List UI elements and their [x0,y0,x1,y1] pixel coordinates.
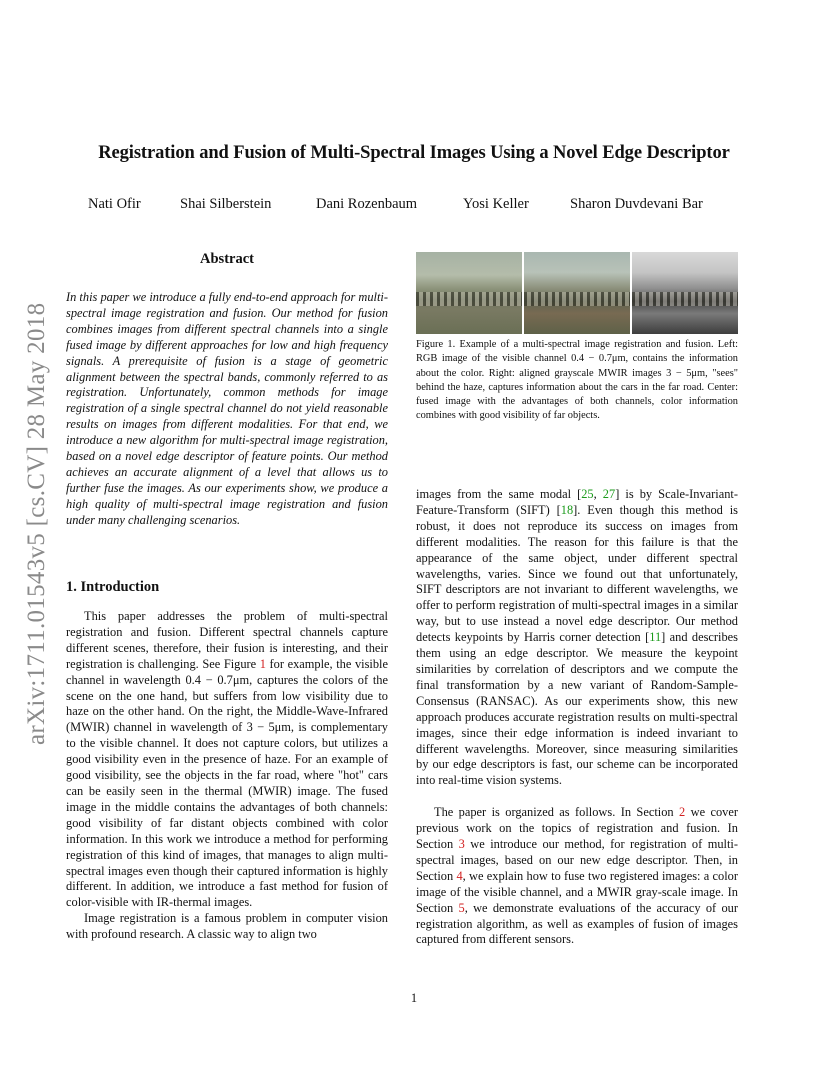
fused-image [524,252,630,334]
figure-caption: Figure 1. Example of a multi-spectral image registration and fusion. Left: RGB image of the visible channel 0.4 − 0.7μm, contains the information about the color. Right: aligned grayscale MWIR images 3 − 5μm, "sees" behind the haze, captures information about the cars in the far road. Center: fused image with the advantages of both channels, color information combines with good visibility of far objects. [416,339,738,422]
right-column-text [416,487,738,948]
author-name: Yosi Keller [463,196,529,212]
abstract-heading: Abstract [200,251,254,267]
mwir-grayscale-image [632,252,738,334]
arxiv-identifier: arXiv:1711.01543v5 [cs.CV] 28 May 2018 [23,302,50,745]
figure-reference-link[interactable]: 1 [259,656,266,671]
intro-paragraph: This paper addresses the problem of multi-spectral registration and fusion. Different spectral channels capture different scenes, therefore, their fusion is interesting, and their registration is challenging. See Figure 1 for example, the visible channel in wavelength 0.4 − 0.7μm, captures the colors of the scene on the one hand, but suffers from low visibility due to haze on the other hand. On the right, the Middle-Wave-Infrared (MWIR) channel in wavelength of 3 − 5μm, is complementary to the visible channel. It does not capture colors, but utilizes a good visibility even in the presence of haze. For an example of good visibility, see the objects in the far road, where "hot" cars can be easily seen in the thermal (MWIR) image. The fused image in the middle contains the advantages of both channels: good visibility of far distant objects combined with color information. In this work we introduce a method for performing registration of this kind of images, that manages to align multi-spectral images even though their captured information is highly different. In addition, we introduce a fast method for fusion of color-visible with IR-thermal images. [66,609,388,910]
section-reference-link[interactable]: 2 [679,805,686,820]
abstract-text [66,290,388,529]
paper-title: Registration and Fusion of Multi-Spectral Images Using a Novel Edge Descriptor [98,143,730,163]
figure-1 [416,252,738,334]
introduction-text [66,609,388,943]
rgb-visible-image [416,252,522,334]
citation-link[interactable]: 25 [581,487,594,501]
body-paragraph: The paper is organized as follows. In Section 2 we cover previous work on the topics of registration and fusion. In Section 3 we introduce our method, for registration of multi-spectral images, based on our new edge descriptor. Then, in Section 4, we explain how to fuse two registered images: a color image of the visible channel, and a MWIR gray-scale image. In Section 5, we demonstrate evaluations of the accuracy of our registration algorithm, as well as examples of fusion of images captured from different sensors. [416,805,739,947]
introduction-heading: 1. Introduction [66,579,160,595]
author-name: Nati Ofir [88,196,141,212]
section-reference-link[interactable]: 4 [456,868,463,883]
section-reference-link[interactable]: 3 [458,837,465,852]
author-name: Sharon Duvdevani Bar [570,196,703,212]
author-name: Dani Rozenbaum [316,196,418,212]
section-reference-link[interactable]: 5 [458,900,465,915]
citation-link[interactable]: 18 [560,502,574,517]
page-number: 1 [410,991,418,1005]
author-name: Shai Silberstein [180,196,272,212]
abstract-paragraph: In this paper we introduce a fully end-to-end approach for multi-spectral image registration and fusion. Our method for fusion combines images from different spectral channels into a single fused image by different approaches for low and high frequency signals. A prerequisite of fusion is a stage of geometric alignment between the spectral bands, commonly referred to as registration. Unfortunately, common methods for image registration of a single spectral channel do not yield reasonable results on images from different modalities. For that end, we introduce a new algorithm for multi-spectral image registration, based on a novel edge descriptor of feature points. Our method achieves an accurate alignment of a level that allows us to further fuse the images. As our experiments show, we produce a high quality of multi-spectral image registration and fusion under many challenging scenarios. [66,290,388,527]
body-paragraph: images from the same modal [25, 27] is by Scale-Invariant-Feature-Transform (SIFT) [18]. Even though this method is robust, it does not reproduce its success on images from different modalities. The reason for this failure is that the appearance of the same object, under different spectral wavelengths, varies. Since we found out that unfortunately, SIFT descriptors are not invariant to different wavelengths, we offer to perform registration of multi-spectral images in a similar way, but to use instead a novel edge descriptor. Our method detects keypoints by Harris corner detection [11] and describes them using an edge descriptor. We measure the keypoint similarities by correlation of descriptors and we compute the final transformation by a new variant of Random-Sample-Consensus (RANSAC). As our experiments show, this new approach produces accurate registration results on multi-spectral images, since their edge information is indeed invariant to different wavelengths. Moreover, since measuring similarities by our edge descriptors is fast, our scheme can be incorporated into real-time vision systems. [416,487,738,788]
citation-link[interactable]: 27 [602,487,616,501]
intro-paragraph: Image registration is a famous problem in computer vision with profound research. A classic way to align two [66,911,388,942]
citation-link[interactable]: 11 [649,630,662,645]
